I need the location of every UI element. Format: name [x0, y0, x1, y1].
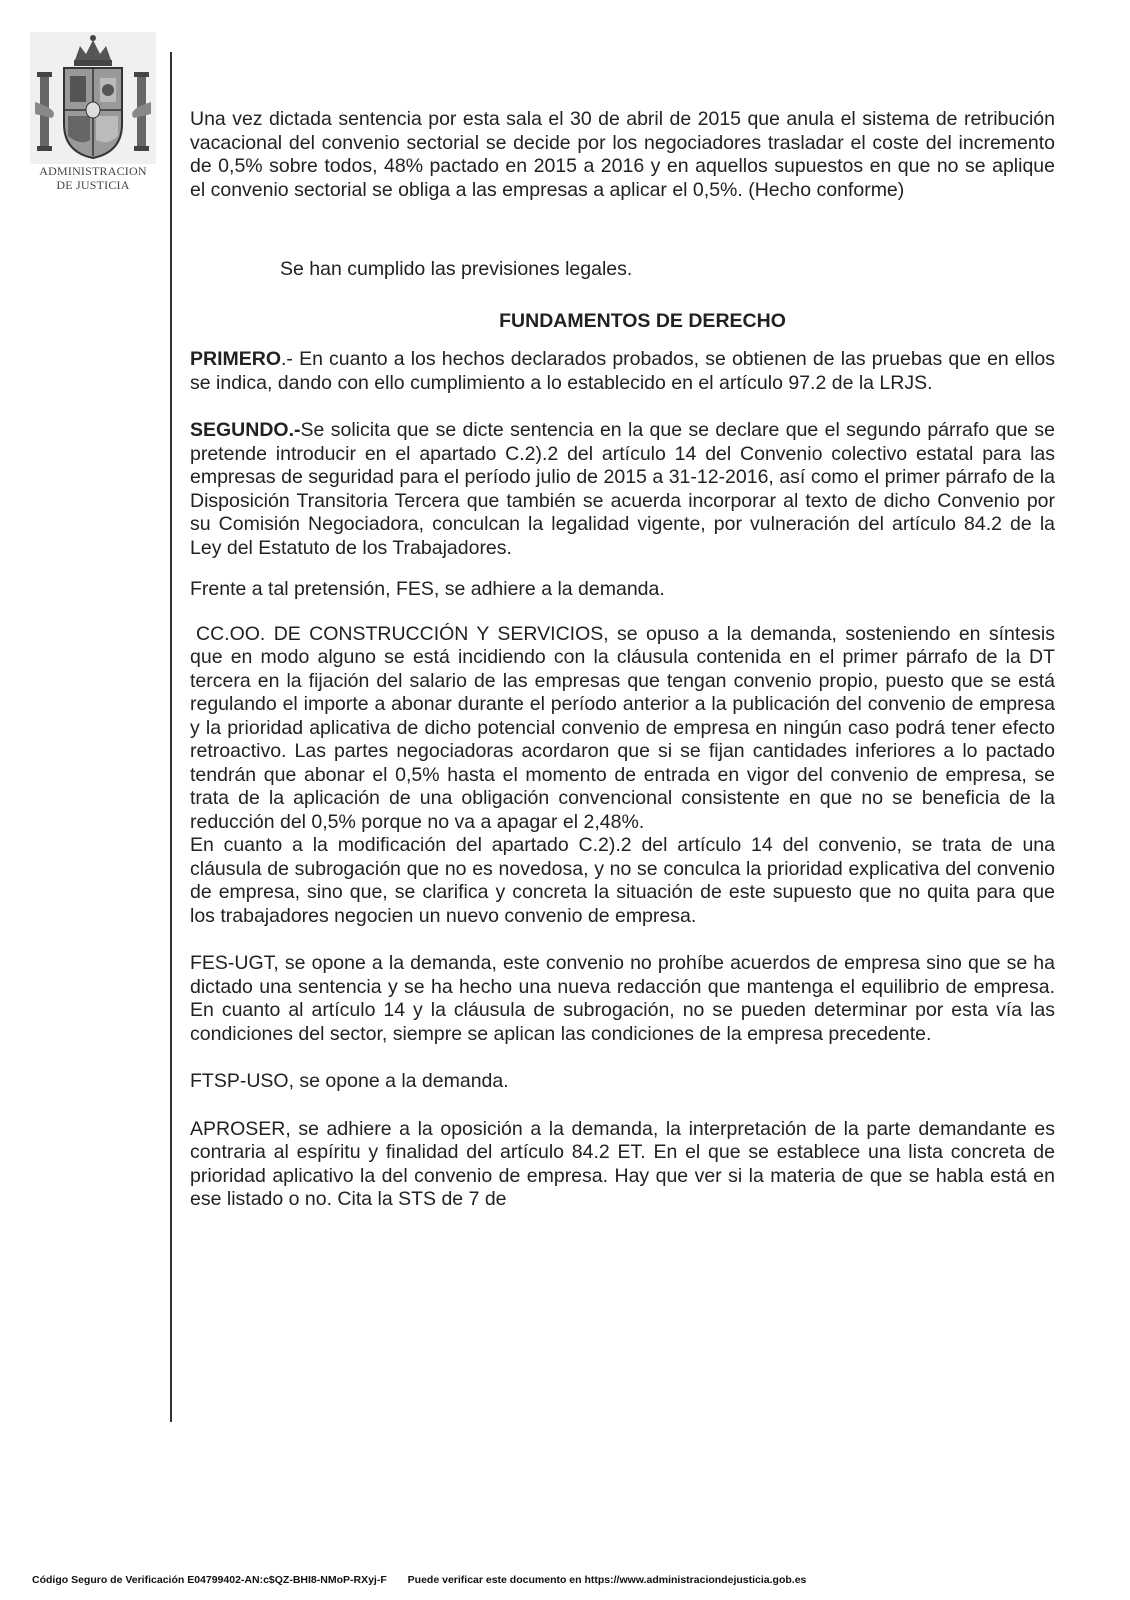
paragraph-modificacion: En cuanto a la modificación del apartado C.2).2 del artículo 14 del convenio, se trata de una cláusula de subrogación que no es novedosa, y no se conculca la prioridad explicativa del convenio de empresa, sino que, se clarifica y concreta la situación de este supuesto que no quita para que los trabajadores negocien un nuevo convenio de empresa.	[190, 834, 1055, 927]
verification-url[interactable]: Puede verificar este documento en https://www.administraciondejusticia.gob.es	[407, 1574, 807, 1586]
paragraph-aproser: APROSER, se adhiere a la oposición a la demanda, la interpretación de la parte demandante es contraria al espíritu y finalidad del artículo 84.2 ET. En el que se establece una lista concreta de prioridad aplicativo la del convenio de empresa. Hay que ver si la materia de que se habla está en ese listado o no. Cita la STS de 7 de	[190, 1117, 1055, 1210]
segundo-text: Se solicita que se dicte sentencia en la que se declare que el segundo párrafo que se pretende introducir en el apartado C.2).2 del artículo 14 del Convenio colectivo estatal para las empresas de seguridad para el período julio de 2015 a 31-12-2016, así como el primer párrafo de la Disposición Transitoria Tercera que también se acuerda incorporar al texto de dicho Convenio por su Comisión Negociadora, conculcan la legalidad vigente, por vulneración del artículo 84.2 de la Ley del Estatuto de los Trabajadores.	[190, 419, 1055, 559]
paragraph-segundo	[190, 419, 1055, 560]
margin-rule	[170, 52, 172, 1422]
coat-of-arms-icon	[30, 32, 156, 164]
administracion-justicia-logo	[30, 32, 156, 192]
segundo-label: SEGUNDO.-	[190, 419, 301, 441]
verification-code: Código Seguro de Verificación E04799402-AN:c$QZ-BHI8-NMoP-RXyj-F	[32, 1574, 387, 1586]
paragraph-ftsp-uso: FTSP-USO, se opone a la demanda.	[190, 1070, 509, 1092]
logo-caption-line-2: DE JUSTICIA	[56, 178, 130, 192]
logo-caption	[26, 164, 160, 192]
paragraph-hecho: Una vez dictada sentencia por esta sala el 30 de abril de 2015 que anula el sistema de retribución vacacional del convenio sectorial se decide por los negociadores trasladar el coste del incremento de 0,5% sobre todos, 48% pactado en 2015 a 2016 y en aquellos supuestos en que no se aplique el convenio sectorial se obliga a las empresas a aplicar el 0,5%. (Hecho conforme)	[190, 108, 1055, 201]
document-body	[190, 108, 1055, 1212]
verification-footer	[32, 1574, 1112, 1586]
primero-label: PRIMERO	[190, 348, 282, 370]
paragraph-fes: Frente a tal pretensión, FES, se adhiere a la demanda.	[190, 578, 665, 600]
paragraph-primero	[190, 348, 1055, 395]
primero-text: .- En cuanto a los hechos declarados probados, se obtienen de las pruebas que en ellos se indica, dando con ello cumplimiento a lo establecido en el artículo 97.2 de la LRJS.	[190, 348, 1055, 394]
paragraph-ccoo: CC.OO. DE CONSTRUCCIÓN Y SERVICIOS, se opuso a la demanda, sosteniendo en síntesis que en modo alguno se está incidiendo con la cláusula contenida en el primer párrafo de la DT tercera en la fijación del salario de las empresas que tengan convenio propio, puesto que se está regulando el importe a abonar durante el período anterior a la publicación del convenio de empresa y la prioridad aplicativa de dicho potencial convenio de empresa en ningún caso podrá tener efecto retroactivo. Las partes negociadoras acordaron que si se fijan cantidades inferiores a lo pactado tendrán que abonar el 0,5% hasta el momento de entrada en vigor del convenio de empresa, se trata de la aplicación de una obligación convencional consistente en que no se beneficia de la reducción del 0,5% porque no va a apagar el 2,48%.	[190, 622, 1055, 833]
logo-caption-line-1: ADMINISTRACION	[39, 164, 147, 178]
paragraph-previsiones: Se han cumplido las previsiones legales.	[280, 258, 633, 280]
paragraph-fes-ugt: FES-UGT, se opone a la demanda, este convenio no prohíbe acuerdos de empresa sino que se ha dictado una sentencia y se ha hecho una nueva redacción que mantenga el equilibrio de empresa. En cuanto al artículo 14 y la cláusula de subrogación, no se pueden determinar por esta vía las condiciones del sector, siempre se aplican las condiciones de la empresa precedente.	[190, 952, 1055, 1045]
section-heading: FUNDAMENTOS DE DERECHO	[499, 309, 786, 332]
